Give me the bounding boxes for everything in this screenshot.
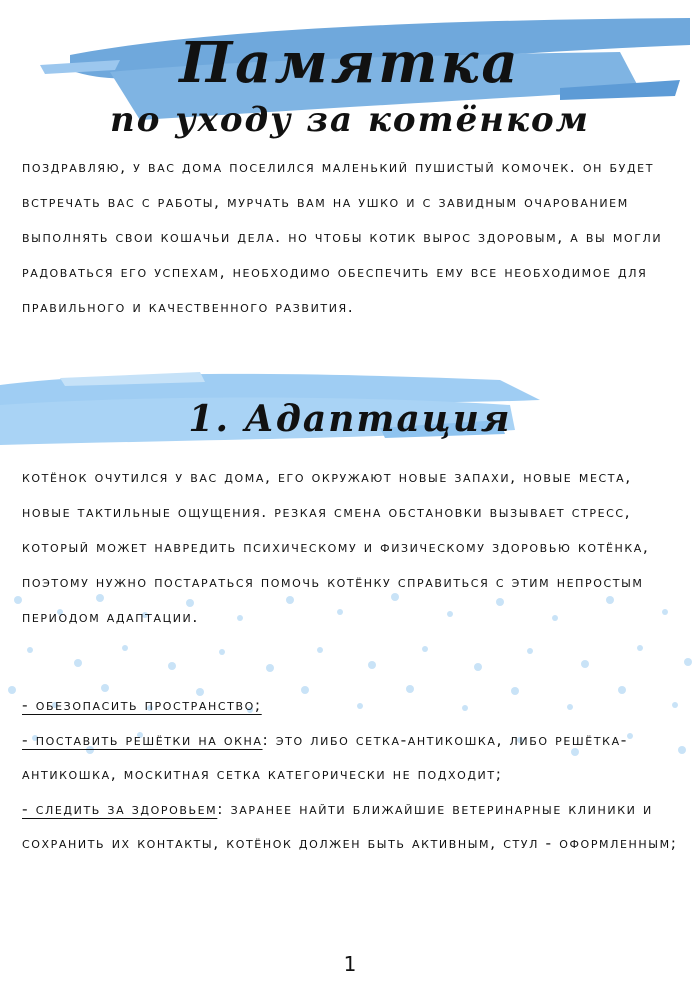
page-number: 1	[343, 952, 357, 976]
list-item-text: : заранее найти ближайшие ветеринарные клиники и сохранить их контакты, котёнок должен быть активным, стул - оформленным;	[22, 799, 678, 852]
list-item	[22, 688, 682, 723]
list-item-label: - поставить решётки на окна	[22, 730, 263, 749]
section-title-adaptation: 1. Адаптация	[188, 398, 512, 440]
list-item	[22, 723, 682, 792]
adaptation-checklist	[22, 688, 682, 861]
list-item-text: : это либо сетка-антикошка, либо решётка-антикошка, москитная сетка категорически не подходит;	[22, 730, 628, 783]
page-title: Памятка	[179, 30, 521, 96]
intro-paragraph: поздравляю, у вас дома поселился маленький пушистый комочек. он будет встречать вас с работы, мурчать вам на ушко и с завидным очарованием выполнять свои кошачьи дела. но чтобы котик вырос здоровым, а вы могли радоваться его успехам, необходимо обеспечить ему все необходимое для правильного и качественного развития.	[22, 158, 663, 316]
list-item	[22, 792, 682, 861]
adaptation-paragraph: котёнок очутился у вас дома, его окружают новые запахи, новые места, новые тактильные ощущения. резкая смена обстановки вызывает стресс, который может навредить психическому и физическому здоровью котёнка, поэтому нужно постараться помочь котёнку справиться с этим непростым периодом адаптации.	[22, 468, 650, 626]
list-item-label: - следить за здоровьем	[22, 799, 218, 818]
page-subtitle: по уходу за котёнком	[110, 100, 590, 140]
list-item-label: - обезопасить пространство;	[22, 696, 262, 714]
